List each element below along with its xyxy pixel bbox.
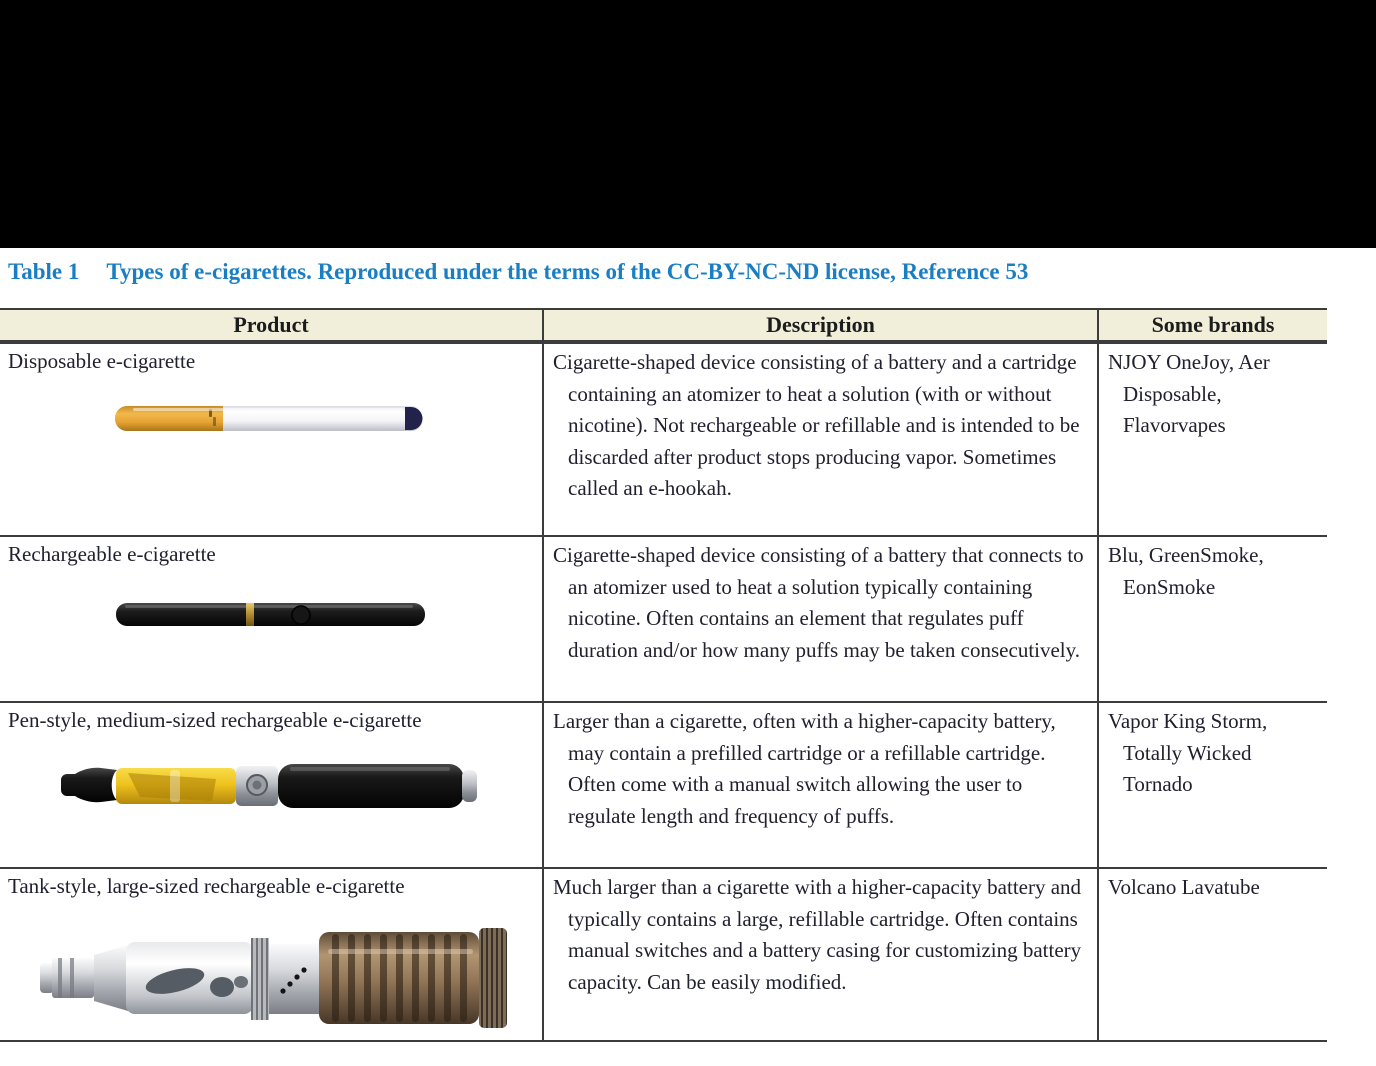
brands-cell [1097,703,1327,867]
product-name: Pen-style, medium-sized rechargeable e-cigarette [8,708,422,732]
table-row-pen-style [0,701,1327,867]
description-text: Much larger than a cigarette with a higher-capacity battery and typically contains a large, refillable cartridge. Often contains manual switches and a battery casing for customizing battery capacity. Can be easily modified. [553,875,1082,994]
pen-style-ecigarette-photo [58,761,480,809]
product-name: Tank-style, large-sized rechargeable e-cigarette [8,874,405,898]
product-name: Rechargeable e-cigarette [8,542,216,566]
table-row-rechargeable [0,535,1327,701]
tank-style-ecigarette-photo [38,925,510,1033]
table-caption [8,259,1028,285]
table-caption-text: Types of e-cigarettes. Reproduced under the terms of the CC-BY-NC-ND license, Reference 53 [106,259,1029,284]
brands-text: Blu, GreenSmoke, EonSmoke [1108,543,1264,599]
table-row-disposable [0,342,1327,535]
brands-text: NJOY OneJoy, Aer Disposable, Flavorvapes [1108,350,1270,437]
column-header-brands: Some brands [1097,310,1327,340]
brands-text: Volcano Lavatube [1108,875,1260,899]
description-text: Larger than a cigarette, often with a higher-capacity battery, may contain a prefilled cartridge or a refillable cartridge. Often come with a manual switch allowing the user to regulate length and frequency of puffs. [553,709,1056,828]
description-cell [542,537,1097,701]
description-cell [542,703,1097,867]
column-header-product: Product [233,312,309,337]
column-header-description: Description [542,310,1097,340]
description-cell [542,344,1097,535]
table-header-row [0,308,1327,342]
description-cell [542,869,1097,1040]
description-text: Cigarette-shaped device consisting of a battery and a cartridge containing an atomizer to heat a solution (with or without nicotine). Not rechargeable or refillable and is intended to be discarded after product stops producing vapor. Sometimes called an e-hookah. [553,350,1080,500]
rechargeable-ecigarette-photo [113,599,428,629]
table-row-tank-style [0,867,1327,1042]
description-text: Cigarette-shaped device consisting of a battery that connects to an atomizer used to heat a solution typically containing nicotine. Often contains an element that regulates puff duration and/or how many puffs may be taken consecutively. [553,543,1084,662]
brands-text: Vapor King Storm, Totally Wicked Tornado [1108,709,1268,796]
table-caption-label: Table 1 [8,259,80,284]
product-cell [0,344,542,535]
brands-cell [1097,344,1327,535]
top-black-bar [0,0,1376,248]
product-cell [0,869,542,1040]
product-name: Disposable e-cigarette [8,349,196,373]
product-cell [0,703,542,867]
brands-cell [1097,869,1327,1040]
brands-cell [1097,537,1327,701]
product-cell [0,537,542,701]
ecigarette-types-table [0,308,1327,1042]
disposable-ecigarette-photo [113,403,425,433]
